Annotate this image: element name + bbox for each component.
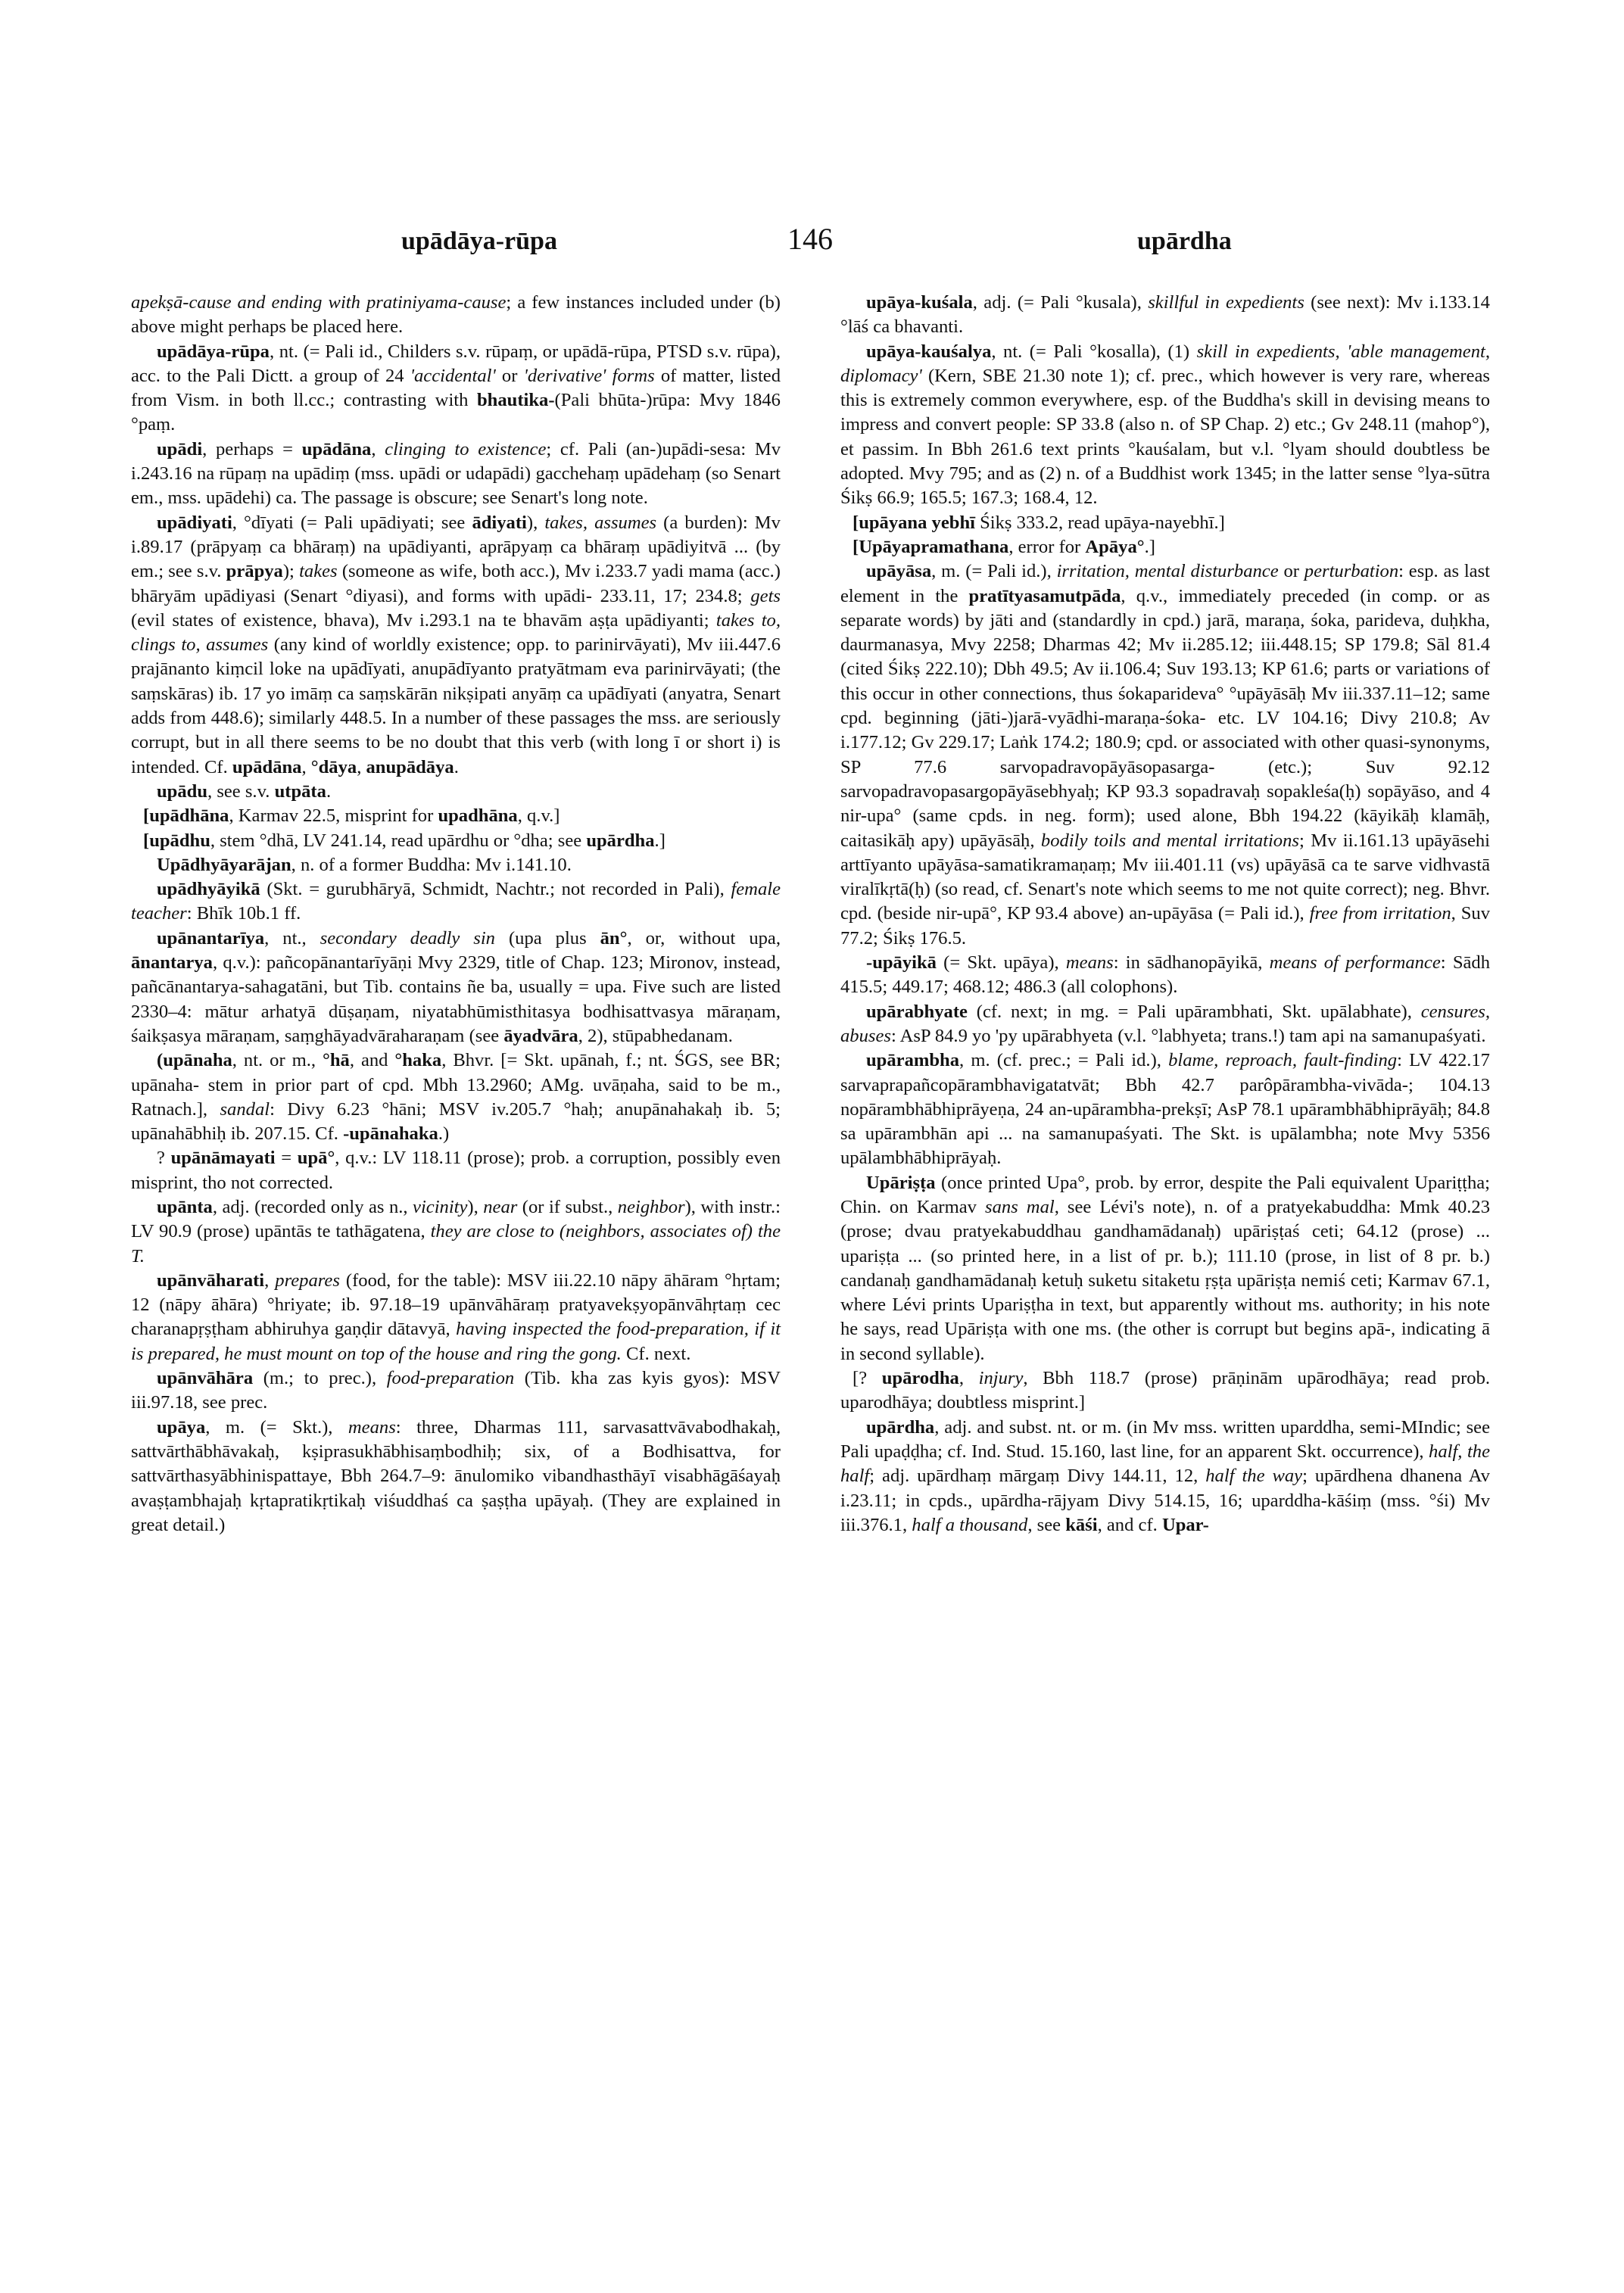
headword: upādu xyxy=(157,780,208,802)
gloss: injury xyxy=(978,1368,1024,1389)
entry-text: ; Mv ii.161.13 upāyāsehi arttīyanto upāyāsa-samatikramaṇaṃ; Mv iii.401.11 (vs) upāyāsā ca te sarve vidhvastā viralīkṛtā(ḥ) (so read, cf. Senart's note which seems to me not quite correct); neg. Bhvr. cpd. (beside nir-upā°, KP 93.4 above) an-upāyāsa (= Pali id.), xyxy=(840,830,1490,924)
entry-text: , 2), stūpabhedanam. xyxy=(578,1025,733,1046)
headword: kāśi xyxy=(1065,1514,1098,1535)
gloss: means of performance xyxy=(1269,952,1441,974)
gloss: half a thousand xyxy=(912,1514,1028,1535)
headword: upārdha xyxy=(866,1416,935,1438)
gloss: neighbor xyxy=(617,1196,685,1217)
headword: upādāya-rūpa xyxy=(157,341,270,362)
dictionary-entry xyxy=(840,340,1490,511)
dictionary-entry xyxy=(840,1366,1490,1416)
entry-text: , see Lévi's note), n. of a pratyekabuddha: Mmk 40.23 (prose; dvau pratyekabuddhau gandhamādanaḥ) upāriṣṭaś ceti; 64.12 (prose) ... upariṣṭa ... (so printed here, in a list of pr. b.); 111.10 (prose, in list of 8 pr. b.) candanaḥ gandhamādanaḥ ketuḥ suketu sitaketu ṛṣṭa upāriṣṭa nemiś ceti; Karmav 67.1, where Lévi prints Upariṣṭha in text, but apparently without ms. authority; in his note he says, read Upāriṣṭa with one ms. (the other is corrupt but begins apā-, indicating ā in second syllable). xyxy=(840,1196,1491,1364)
headword: ān° xyxy=(600,927,628,949)
gloss: takes, assumes xyxy=(544,512,657,533)
gloss: food-preparation xyxy=(386,1368,515,1389)
headword: upārabhyate xyxy=(866,1001,968,1022)
entry-text: (Tib. kha zas kyis gyos): MSV iii.97.18, see prec. xyxy=(131,1368,781,1413)
entry-text: : Divy 6.23 °hāni; MSV iv.205.7 °haḥ; anupānahakaḥ ib. 5; upānahābhiḥ ib. 207.15. Cf. xyxy=(131,1098,781,1145)
gloss: 'derivative' forms xyxy=(523,365,655,386)
headword: upānta xyxy=(157,1196,213,1217)
headword: upāya xyxy=(157,1416,206,1438)
dictionary-entry xyxy=(131,1416,781,1537)
entry-text: , and cf. xyxy=(1097,1514,1162,1535)
page-number: 146 xyxy=(787,222,833,256)
entry-text: (or if subst., xyxy=(517,1196,618,1217)
gloss: half the way xyxy=(1205,1466,1303,1487)
entry-text: : three, Dharmas 111, sarvasattvāvabodhakaḥ, sattvārthābhāvakaḥ, kṣiprasukhābhisaṃbodhiḥ; six, of a Bodhisattva, for sattvārthasyābhinispattaye, Bbh 264.7–9: ānulomiko vibandhasthāyī visabhāgāśayaḥ avaṣṭambhajaḥ kṛtapratikṛtikaḥ viśuddhaś ca ṣaṣṭha upāyaḥ. (They are explained in great detail.) xyxy=(131,1416,781,1535)
right-column xyxy=(840,291,1490,1537)
header-right-guideword: upārdha xyxy=(1137,227,1232,255)
headword: upādāna xyxy=(301,438,372,460)
gloss: near xyxy=(483,1196,518,1217)
headword: prāpya xyxy=(226,561,283,582)
entry-text: , m. (cf. prec.; = Pali id.), xyxy=(959,1050,1169,1071)
entry-text: , n. of a former Buddha: Mv i.141.10. xyxy=(291,854,572,875)
entry-text: , adj. and subst. nt. or m. (in Mv mss. written uparddha, semi-MIndic; see Pali upaḍḍha; cf. Ind. Stud. 15.160, last line, for an apparent Skt. occurrence), xyxy=(840,1416,1490,1462)
dictionary-entry xyxy=(131,1269,781,1366)
headword: Upāriṣṭa xyxy=(866,1172,936,1193)
gloss: clinging to existence xyxy=(385,438,547,460)
entry-text: ), xyxy=(467,1196,484,1217)
headword: bhautika- xyxy=(477,390,555,411)
entry-text: of matter, listed from Vism. in both ll.cc.; contrasting with xyxy=(131,365,781,411)
headword: āyadvāra xyxy=(503,1025,578,1046)
headword: °hā xyxy=(323,1050,350,1071)
gloss: vicinity xyxy=(413,1196,468,1217)
entry-text: , °dīyati (= Pali upādiyati; see xyxy=(232,512,472,533)
dictionary-entry xyxy=(840,1048,1490,1170)
headword: upāya-kauśalya xyxy=(866,341,992,362)
running-header xyxy=(0,222,1624,273)
entry-text: , error for xyxy=(1008,536,1086,557)
headword: upānāmayati xyxy=(170,1148,276,1169)
headword: anupādāya xyxy=(366,756,454,777)
headword: ādiyati xyxy=(472,512,527,533)
headword: upārambha xyxy=(866,1050,960,1071)
headword: Upar- xyxy=(1161,1514,1209,1535)
gloss: female teacher xyxy=(131,879,781,924)
entry-text: : LV 422.17 sarvaprapañcopārambhavigatatvāt; Bbh 42.7 parôpārambha-vivāda-; 104.13 nopārambhābhiprāyeṇa, 24 an-upārambha-prekṣī; AsP 78.1 upārambhābhiprāyāḥ; 84.8 sa upārambhān api ... na samanupaśyati. The Skt. is upālambha; note Mvy 5356 upālambhābhiprāyaḥ. xyxy=(840,1050,1490,1169)
headword: upadhāna xyxy=(438,805,518,827)
entry-text: .] xyxy=(1144,536,1155,557)
headword: Upādhyāyarājan xyxy=(157,854,291,875)
entry-text: , Bbh 118.7 (prose) prāṇinām upārodhāya; read prob. uparodhāya; doubtless misprint.] xyxy=(840,1368,1491,1413)
dictionary-entry xyxy=(131,927,781,1048)
entry-text: .) xyxy=(438,1123,450,1145)
entry-text: , q.v., immediately preceded (in comp. or as separate words) by jāti and (standardly in cpd.) jarā, maraṇa, śoka, parideva, duḥkha, daurmanasya, Mvy 2258; Dharmas 42; Mv ii.285.12; iii.448.15; SP 179.8; Sāl 81.4 (cited Śikṣ 222.10); Dbh 49.5; Av ii.106.4; Suv 193.13; KP 61.6; parts or variations of this occur in other connections, thus śokaparideva° °upāyāsāḥ Mv iii.337.11–12; same cpd. beginning (jāti-)jarā-vyādhi-maraṇa-śoka- etc. LV 104.16; Divy 210.8; Av i.177.12; Gv 229.17; Laṅk 174.2; 180.9; cpd. or associated with other quasi-synonyms, SP 77.6 sarvopadravopāyāsopasarga- (etc.); Suv 92.12 sarvopadravopasargopāyāsebhyaḥ; KP 93.3 sopadravaḥ sopakleśa(ḥ) sopāyāso, and 4 nir-upa° (same cpds. in neg. form); used alone, Bbh 194.22 (kāyikāḥ klamāḥ, caitasikāḥ apy) upāyāsāḥ, xyxy=(840,585,1490,851)
dictionary-entry xyxy=(840,1171,1490,1366)
entry-text: , Suv 77.2; Śikṣ 176.5. xyxy=(840,903,1490,949)
entry-text: , and xyxy=(349,1050,395,1071)
entry-text: (m.; to prec.), xyxy=(253,1368,387,1389)
gloss: half, the half xyxy=(840,1441,1491,1487)
dictionary-entry xyxy=(131,829,781,853)
gloss: censures, abuses xyxy=(840,1001,1490,1046)
entry-text: . xyxy=(326,780,332,802)
entry-text: : AsP 84.9 yo 'py upārabhyeta (v.l. °labhyeta; trans.!) tam api na samanupaśyati. xyxy=(890,1025,1486,1046)
dictionary-entry xyxy=(131,438,781,511)
entry-text: , Karmav 22.5, misprint for xyxy=(229,805,438,827)
entry-text: (a burden): Mv i.89.17 (prāpyaṃ ca bhāraṃ) na upādiyanti, aprāpyaṃ ca bhāraṃ upādiyitvā ... (by em.; see s.v. xyxy=(131,512,781,582)
headword: upārodha xyxy=(881,1368,959,1389)
entry-text: ? xyxy=(157,1148,171,1169)
gloss: having inspected the food-preparation, if it is prepared, he must mount on top of the house and ring the gong. xyxy=(131,1319,781,1364)
dictionary-entry xyxy=(840,511,1490,535)
headword: [upādhu xyxy=(143,830,210,851)
header-left-guideword: upādāya-rūpa xyxy=(401,227,557,255)
entry-text: , xyxy=(371,438,385,460)
entry-text: (any kind of worldly existence; opp. to parinirvāyati), Mv iii.447.6 prajānanto kiṃcil loke na upādīyati, anupādīyanto pratyātmam eva parinirvāyati; (the saṃskāras) ib. 17 yo imāṃ ca saṃskārān nikṣipati anyāṃ ca upādīyati (anyatra, Senart adds from 448.6); similarly 448.5. In a number of these passages the mss. are seriously corrupt, but in all there seems to be no doubt that this verb (with long ī or short i) is intended. Cf. xyxy=(131,634,781,777)
gloss: secondary deadly sin xyxy=(320,927,495,949)
entry-text: , perhaps = xyxy=(202,438,302,460)
dictionary-entry xyxy=(131,511,781,780)
dictionary-entry xyxy=(840,559,1490,951)
entry-text: (cf. next; in mg. = Pali upārambhati, Skt. upālabhate), xyxy=(967,1001,1421,1022)
gloss: skill in expedients, 'able management, diplomacy' xyxy=(840,341,1490,386)
gloss: sans mal xyxy=(985,1196,1055,1217)
headword: upā° xyxy=(297,1148,335,1169)
entry-text: , q.v.] xyxy=(517,805,560,827)
headword: (upānaha xyxy=(157,1050,232,1071)
gloss: sandal xyxy=(220,1098,270,1120)
dictionary-entry xyxy=(840,291,1490,340)
headword: °dāya xyxy=(310,756,357,777)
headword: upāya-kuśala xyxy=(866,292,973,313)
dictionary-entry xyxy=(131,853,781,877)
headword: [upāyana yebhī xyxy=(853,512,975,533)
gloss: gets xyxy=(750,585,781,606)
gloss: takes xyxy=(299,561,338,582)
headword: ānantarya xyxy=(131,952,213,974)
entry-text: , q.v.: LV 118.11 (prose); prob. a corruption, possibly even misprint, tho not corrected. xyxy=(131,1148,781,1193)
entry-text: (= Skt. upāya), xyxy=(936,952,1066,974)
entry-text: (Skt. = gurubhāryā, Schmidt, Nachtr.; not recorded in Pali), xyxy=(260,879,731,900)
headword: pratītyasamutpāda xyxy=(968,585,1121,606)
entry-text: ; upārdhena dhanena Av i.23.11; in cpds., upārdha-rājyam Divy 514.15, 16; uparddha-kāśiṃ (mss. °śi) Mv iii.376.1, xyxy=(840,1466,1490,1535)
entry-text: , q.v.): pañcopānantarīyāṇi Mvy 2329, title of Chap. 123; Mironov, instead, pañcānantarya-sahagatāni, but Tib. contains ñe ba, usually = upa. Five such are listed 2330–4: mātur arhatyā dūṣaṇam, niyatabhūmisthitasya bodhisattvasya māraṇam, śaikṣasya māraṇam, saṃghāyadvāraharaṇam (see xyxy=(131,952,781,1046)
dictionary-entry xyxy=(840,1000,1490,1049)
dictionary-entry xyxy=(131,1146,781,1195)
entry-text: ), with instr.: LV 90.9 (prose) upāntās te tathāgatena, xyxy=(131,1196,781,1242)
gloss: irritation, mental disturbance xyxy=(1056,561,1279,582)
headword: upādāna xyxy=(232,756,302,777)
entry-text: (Pali bhūta-)rūpa: Mvy 1846 °paṃ. xyxy=(131,390,781,435)
entry-text: (food, for the table): MSV iii.22.10 nāpy āhāram °hṛtam; 12 (nāpy āhāra) °hriyate; ib. 97.18–19 upānvāhāraṃ pratyavekṣyopānvāhṛtaṃ cec charanapṛṣṭham abhiruhya gaṇḍir dātavyā, xyxy=(131,1270,781,1340)
entry-text: ; a few instances included under (b) above might perhaps be placed here. xyxy=(131,292,781,338)
entry-text: , xyxy=(264,1270,276,1291)
entry-text: (upa plus xyxy=(494,927,600,949)
gloss: bodily toils and mental irritations xyxy=(1040,830,1299,851)
entry-text: [? xyxy=(853,1368,882,1389)
entry-text: , m. (= Pali id.), xyxy=(931,561,1057,582)
entry-text: ; adj. upārdhaṃ mārgaṃ Divy 144.11, 12, xyxy=(869,1466,1206,1487)
dictionary-entry xyxy=(840,951,1490,1000)
left-column xyxy=(131,291,781,1537)
gloss: blame, reproach, fault-finding xyxy=(1168,1050,1398,1071)
entry-text: ; cf. Pali (an-)upādi-sesa: Mv i.243.16 na rūpaṃ na upādiṃ (mss. upādi or udapādi) gacchehaṃ upādehaṃ (so Senart em., mss. upādehi) ca. The passage is obscure; see Senart's long note. xyxy=(131,438,781,509)
headword: [Upāyapramathana xyxy=(853,536,1009,557)
gloss: they are close to (neighbors, associates of) the T. xyxy=(131,1221,781,1266)
headword: Apāya° xyxy=(1085,536,1145,557)
entry-text: : in sādhanopāyikā, xyxy=(1113,952,1270,974)
gloss: free from irritation xyxy=(1309,903,1451,924)
gloss: means xyxy=(1065,952,1114,974)
dictionary-entry xyxy=(131,340,781,438)
dictionary-entry xyxy=(131,804,781,828)
entry-text: (someone as wife, both acc.), Mv i.233.7 yadi mama (acc.) bhāryām upādiyasi (Senart °diyasi), and forms with upādi- 233.11, 17; 234.8; xyxy=(131,561,781,606)
entry-text: , adj. (= Pali °kusala), xyxy=(972,292,1149,313)
entry-text: : esp. as last element in the xyxy=(840,561,1490,606)
gloss: perturbation xyxy=(1304,561,1399,582)
entry-text: , nt., xyxy=(264,927,320,949)
entry-text: : Sādh 415.5; 449.17; 468.12; 486.3 (all colophons). xyxy=(840,952,1491,998)
headword: upārdha xyxy=(586,830,655,851)
entry-text: , Bhvr. [= Skt. upānah, f.; nt. ŚGS, see BR; upānaha- stem in prior part of cpd. Mbh 13.2960; AMg. uvāṇaha, said to be m., Ratnach.], xyxy=(131,1050,781,1120)
entry-text: Śikṣ 333.2, read upāya-nayebhī.] xyxy=(974,512,1225,533)
headword: upādiyati xyxy=(157,512,232,533)
headword: upānvāharati xyxy=(157,1270,265,1291)
headword: upānantarīya xyxy=(157,927,265,949)
gloss: skillful in expedients xyxy=(1148,292,1304,313)
dictionary-entry xyxy=(131,1048,781,1146)
entry-text: . xyxy=(454,756,459,777)
entry-text: (evil states of existence, bhava), Mv i.293.1 na te bhavām aṣṭa upādiyanti; xyxy=(131,609,716,631)
entry-text: : Bhīk 10b.1 ff. xyxy=(186,903,301,924)
entry-text: , xyxy=(959,1368,979,1389)
headword: -upānahaka xyxy=(343,1123,438,1145)
dictionary-entry xyxy=(840,535,1490,559)
entry-text: = xyxy=(275,1148,298,1169)
headword: [upādhāna xyxy=(143,805,229,827)
headword: -upāyikā xyxy=(866,952,937,974)
entry-text: , xyxy=(301,756,311,777)
entry-text: , nt. (= Pali id., Childers s.v. rūpaṃ, or upādā-rūpa, PTSD s.v. rūpa), acc. to the Pali Dictt. a group of 24 xyxy=(131,341,781,386)
gloss: apekṣā-cause and ending with pratiniyama-cause xyxy=(131,292,507,313)
headword: upāyāsa xyxy=(866,561,932,582)
entry-text: , xyxy=(357,756,366,777)
dictionary-entry xyxy=(131,780,781,804)
gloss: prepares xyxy=(275,1270,340,1291)
dictionary-entry xyxy=(131,1195,781,1269)
dictionary-entry xyxy=(131,1366,781,1416)
entry-text: ), xyxy=(526,512,545,533)
gloss: 'accidental' xyxy=(410,365,496,386)
headword: °haka xyxy=(394,1050,442,1071)
entry-text: (see next): Mv i.133.14 °lāś ca bhavanti. xyxy=(840,292,1490,338)
headword: upānvāhāra xyxy=(157,1368,254,1389)
entry-text: , adj. (recorded only as n., xyxy=(212,1196,413,1217)
entry-text: , or, without upa, xyxy=(627,927,781,949)
entry-text: (Kern, SBE 21.30 note 1); cf. prec., which however is very rare, whereas this is extremely common everywhere, esp. of the Buddha's skill in devising means to impress and convert people: SP 33.8 (also n. of SP Chap. 2) etc.; Gv 248.11 (mahop°), et passim. In Bbh 261.6 text prints °kauśalam, but v.l. °lyam should doubtless be adopted. Mvy 795; and as (2) n. of a Buddhist work 1345; in the latter sense °lya-sūtra Śikṣ 66.9; 165.5; 167.3; 168.4, 12. xyxy=(840,365,1490,509)
entry-text: (once printed Upa°, prob. by error, despite the Pali equivalent Upariṭṭha; Chin. on Karmav xyxy=(840,1172,1490,1217)
entry-text: or xyxy=(495,365,524,386)
entry-text: , stem °dhā, LV 241.14, read upārdhu or °dha; see xyxy=(210,830,587,851)
dictionary-entry xyxy=(840,1416,1490,1537)
entry-text: , nt. or m., xyxy=(232,1050,323,1071)
headword: upādhyāyikā xyxy=(157,879,260,900)
dictionary-entry xyxy=(131,877,781,927)
entry-text: , see s.v. xyxy=(207,780,275,802)
gloss: takes to, clings to, assumes xyxy=(131,609,781,656)
entry-text: .] xyxy=(654,830,665,851)
gloss: means xyxy=(348,1416,396,1438)
entry-text: Cf. next. xyxy=(621,1343,691,1364)
entry-text: , nt. (= Pali °kosalla), (1) xyxy=(991,341,1197,362)
dictionary-entry xyxy=(131,291,781,340)
entry-text: ); xyxy=(282,561,300,582)
entry-text: or xyxy=(1278,561,1304,582)
headword: upādi xyxy=(157,438,203,460)
entry-text: , see xyxy=(1027,1514,1066,1535)
headword: utpāta xyxy=(274,780,326,802)
entry-text: , m. (= Skt.), xyxy=(205,1416,348,1438)
